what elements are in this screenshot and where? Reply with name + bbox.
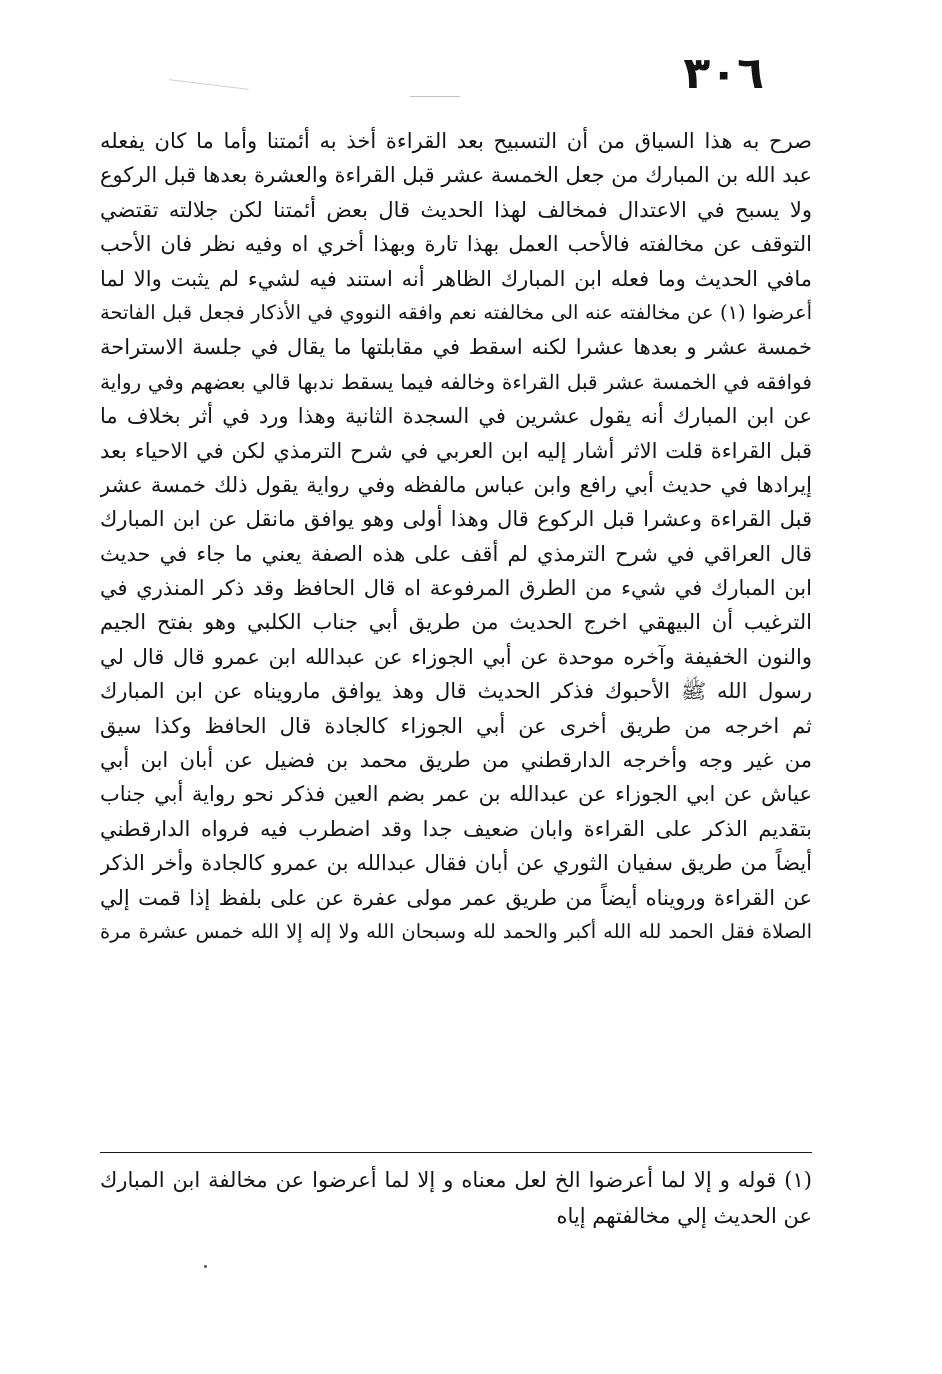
- body-text: [100, 124, 812, 949]
- text-line: عياش عن ابي الجوزاء عن عبدالله بن عمر بضم العين فذكر نحو رواية أبي جناب: [100, 782, 812, 807]
- text-line: التوقف عن مخالفته فالأحب العمل بهذا تارة وبهذا أخري اه وفيه نظر فان الأحب: [100, 232, 812, 257]
- footnote-line: (١) قوله و إلا لما أعرضوا الخ لعل معناه و إلا لما أعرضوا عن مخالفة ابن المبارك: [100, 1168, 812, 1192]
- scan-speck: [204, 1265, 207, 1268]
- text-line: أعرضوا (١) عن مخالفته عنه الى مخالفته نعم وافقه النووي في الأذكار فجعل قبل الفاتحة: [100, 300, 812, 324]
- text-line: عن ابن المبارك أنه يقول عشرين في السجدة الثانية وهذا ورد في أثر بخلاف ما: [100, 404, 812, 429]
- text-line: ثم اخرجه من طريق أخرى عن أبي الجوزاء كالجادة قال الحافظ وكذا سيق: [100, 713, 812, 738]
- text-line: قال العراقي في شرح الترمذي لم أقف على هذه الصفة يعني ما جاء في حديث: [100, 541, 812, 566]
- text-line: إيرادها في حديث أبي رافع وابن عباس مالفظه وفي رواية يقول ذلك خمسة عشر: [100, 472, 812, 497]
- text-line: قبل القراءة قلت الاثر أشار إليه ابن العربي في شرح الترمذي لكن في الاحياء بعد: [100, 438, 812, 463]
- text-line: مافي الحديث وما فعله ابن المبارك الظاهر أنه استند فيه لشيء لم يثبت والا لما: [100, 266, 812, 291]
- text-line: الترغيب أن البيهقي اخرج الحديث من طريق أبي جناب الكلبي وهو بفتح الجيم: [100, 610, 812, 635]
- text-line: قبل القراءة وعشرا قبل الركوع قال وهذا أولى وهو يوافق مانقل عن ابن المبارك: [100, 507, 812, 532]
- text-line: ولا يسبح في الاعتدال فمخالف لهذا الحديث قال بعض أئمتنا لكن جلالته تقتضي: [100, 197, 812, 222]
- text-line: خمسة عشر و بعدها عشرا لكنه اسقط في مقابلتها ما يقال في جلسة الاستراحة: [100, 335, 812, 360]
- text-line: من غير وجه وأخرجه الدارقطني من طريق محمد بن فضيل عن أبان ابن أبي: [100, 748, 812, 773]
- text-line: رسول الله ﷺ الأحبوك فذكر الحديث قال وهذ يوافق مارويناه عن ابن المبارك: [100, 679, 812, 704]
- text-line: الصلاة فقل الحمد لله الله أكبر والحمد لله وسبحان الله ولا إله إلا الله خمس عشرة مرة: [100, 919, 812, 943]
- text-line: والنون الخفيفة وآخره موحدة عن أبي الجوزاء عن عبدالله ابن عمرو قال قال لي: [100, 644, 812, 669]
- scan-smudge: [167, 79, 248, 104]
- text-line: عن القراءة ورويناه أيضاً من طريق عمر مولى عفرة عن على بلفظ إذا قمت إلي: [100, 885, 812, 910]
- footnote-divider: [100, 1152, 812, 1153]
- page-number: ٣٠٦: [683, 48, 764, 99]
- text-line: بتقديم الذكر على القراءة وابان ضعيف جدا وقد اضطرب فيه فرواه الدارقطني: [100, 816, 812, 841]
- footnote-line: عن الحديث إلي مخالفتهم إياه: [556, 1204, 812, 1228]
- text-line: فوافقه في الخمسة عشر قبل القراءة وخالفه فيما يسقط ندبها قالي بعضهم وفي رواية: [100, 369, 812, 394]
- footnotes: [100, 1162, 812, 1234]
- text-line: ابن المبارك في شيء من الطرق المرفوعة اه قال الحافظ وقد ذكر المنذري في: [100, 576, 812, 601]
- text-line: صرح به هذا السياق من أن التسبيح بعد القراءة أخذ به أئمتنا وأما ما كان يفعله: [100, 129, 812, 153]
- text-line: أيضاً من طريق سفيان الثوري عن أبان فقال عبدالله بن عمرو كالجادة وأخر الذكر: [100, 851, 812, 876]
- scan-smudge: [410, 96, 460, 97]
- text-line: عبد الله بن المبارك من جعل الخمسة عشر قبل القراءة والعشرة بعدها قبل الركوع: [100, 163, 812, 188]
